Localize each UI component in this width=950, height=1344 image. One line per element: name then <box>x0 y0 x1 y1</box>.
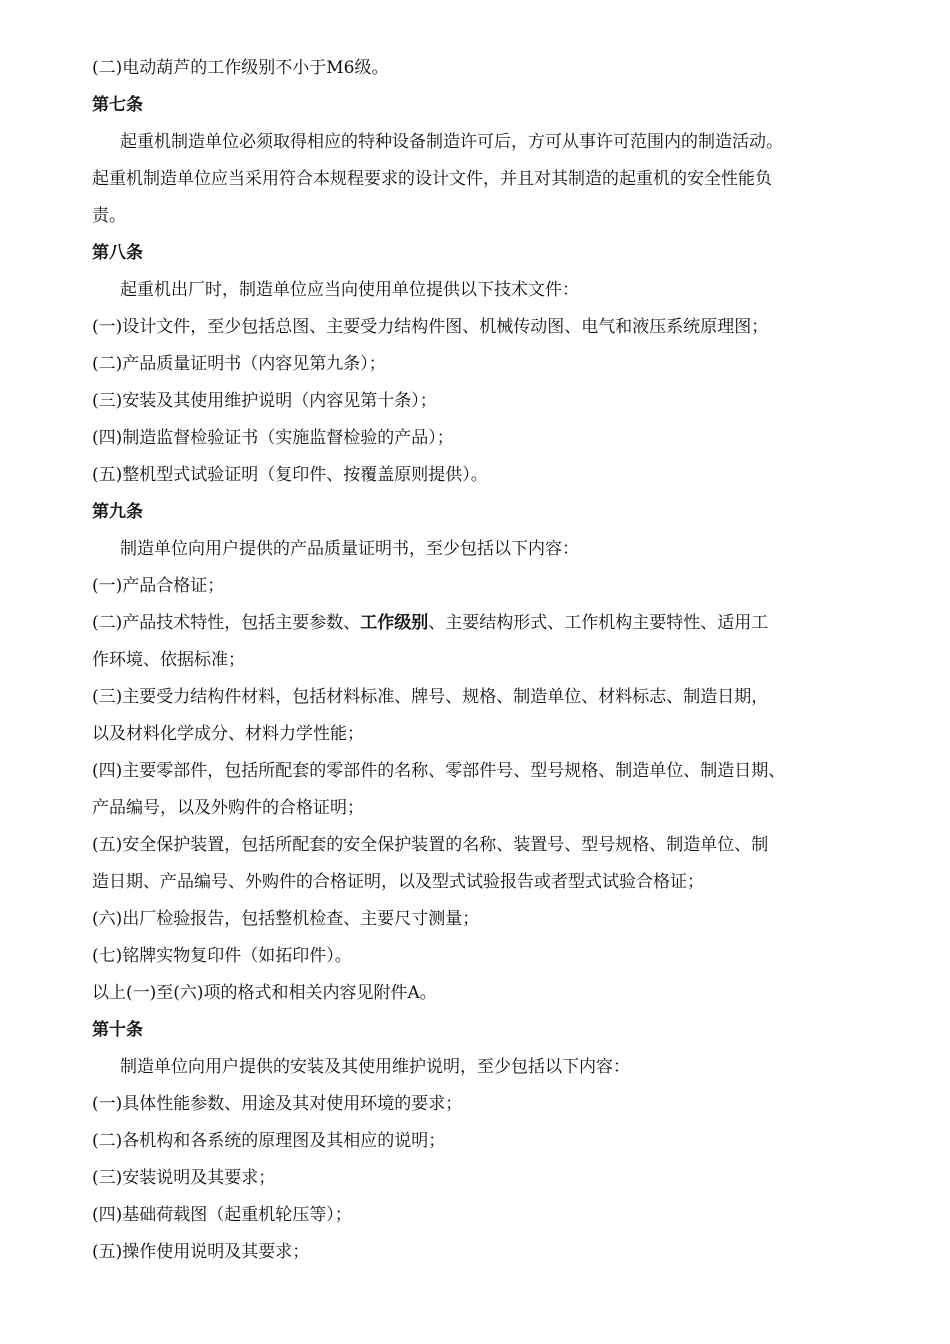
clause-item: (六)出厂检验报告，包括整机检查、主要尺寸测量； <box>92 909 480 929</box>
paragraph-line: 起重机制造单位应当采用符合本规程要求的设计文件，并且对其制造的起重机的安全性能负 <box>92 169 772 189</box>
clause-text: (二)产品技术特性，包括主要参数、 <box>92 613 361 633</box>
paragraph-line: 制造单位向用户提供的安装及其使用维护说明，至少包括以下内容： <box>120 1057 630 1077</box>
document-page <box>92 50 882 1271</box>
paragraph-line: 起重机出厂时，制造单位应当向使用单位提供以下技术文件： <box>120 280 579 300</box>
clause-item: (四)主要零部件，包括所配套的零部件的名称、零部件号、型号规格、制造单位、制造日期、 <box>92 761 786 781</box>
clause-item: (二)产品质量证明书（内容见第九条）； <box>92 354 386 374</box>
clause-item: (三)安装及其使用维护说明（内容见第十条）； <box>92 391 437 411</box>
article-heading-8: 第八条 <box>92 243 143 263</box>
clause-text: 、主要结构形式、工作机构主要特性、适用工 <box>428 613 769 633</box>
clause-item <box>92 605 882 642</box>
clause-item: (三)安装说明及其要求； <box>92 1168 276 1188</box>
clause-item-continued: 产品编号，以及外购件的合格证明； <box>92 798 364 818</box>
emphasis-text: 工作级别 <box>360 613 429 633</box>
paragraph-line: 起重机制造单位必须取得相应的特种设备制造许可后，方可从事许可范围内的制造活动。 <box>120 132 783 152</box>
clause-item: (四)制造监督检验证书（实施监督检验的产品）； <box>92 428 454 448</box>
clause-item: (二)电动葫芦的工作级别不小于M6级。 <box>92 58 389 78</box>
clause-item: (五)整机型式试验证明（复印件、按覆盖原则提供）。 <box>92 465 488 485</box>
paragraph-line: 制造单位向用户提供的产品质量证明书，至少包括以下内容： <box>120 539 579 559</box>
article-heading-7: 第七条 <box>92 95 143 115</box>
clause-item: (一)设计文件，至少包括总图、主要受力结构件图、机械传动图、电气和液压系统原理图； <box>92 317 769 337</box>
clause-item-continued: 作环境、依据标准； <box>92 650 245 670</box>
clause-item: (三)主要受力结构件材料，包括材料标准、牌号、规格、制造单位、材料标志、制造日期， <box>92 687 769 707</box>
clause-item: (五)操作使用说明及其要求； <box>92 1242 310 1262</box>
clause-item-continued: 造日期、产品编号、外购件的合格证明，以及型式试验报告或者型式试验合格证； <box>92 872 704 892</box>
clause-item: (一)具体性能参数、用途及其对使用环境的要求； <box>92 1094 463 1114</box>
clause-item: (五)安全保护装置，包括所配套的安全保护装置的名称、装置号、型号规格、制造单位、制 <box>92 835 769 855</box>
clause-item: (二)各机构和各系统的原理图及其相应的说明； <box>92 1131 446 1151</box>
clause-item: (四)基础荷载图（起重机轮压等）； <box>92 1205 352 1225</box>
article-heading-9: 第九条 <box>92 502 143 522</box>
clause-item: (七)铭牌实物复印件（如拓印件）。 <box>92 946 352 966</box>
article-heading-10: 第十条 <box>92 1020 143 1040</box>
clause-item: (一)产品合格证； <box>92 576 225 596</box>
note-line: 以上(一)至(六)项的格式和相关内容见附件A。 <box>92 983 437 1003</box>
clause-item-continued: 以及材料化学成分、材料力学性能； <box>92 724 364 744</box>
paragraph-line: 责。 <box>92 206 126 226</box>
